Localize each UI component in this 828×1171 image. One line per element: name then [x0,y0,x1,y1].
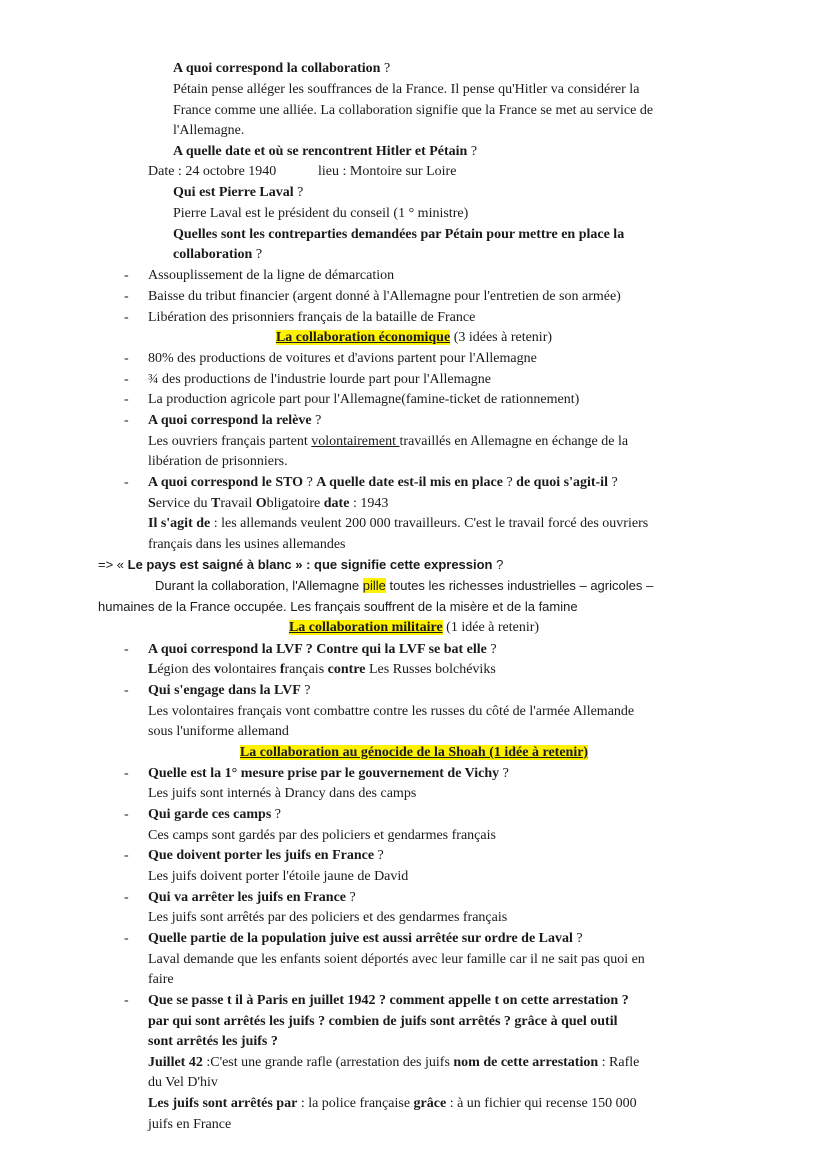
answer-releve: Les ouvriers français partent volontairement travaillés en Allemagne en échange de la [148,434,629,449]
answer-line: Les volontaires français vont combattre contre les russes du côté de l'armée Allemande [148,704,635,719]
question-contreparties: Quelles sont les contreparties demandées par Pétain pour mettre en place la [173,227,625,242]
answer-laval: Pierre Laval est le président du conseil (1 ° ministre) [173,206,469,221]
bullet: - [124,372,129,387]
bullet: - [124,268,129,283]
question-lvf: A quoi correspond la LVF ? Contre qui la LVF se bat elle ? [148,642,497,657]
answer-rafle-par: Les juifs sont arrêtés par : la police française grâce : à un fichier qui recense 150 000 [148,1096,637,1111]
bullet: - [124,289,129,304]
question-camps: Qui garde ces camps ? [148,807,281,822]
bullet: - [124,807,129,822]
section-collaboration-economique: La collaboration économique (3 idées à retenir) [275,330,553,345]
answer-arrestation: Les juifs sont arrêtés par des policiers et des gendarmes français [148,910,508,925]
bullet: - [124,351,129,366]
question-rafle: Que se passe t il à Paris en juillet 1942 ? comment appelle t on cette arrestation ? [148,993,629,1008]
bullet: - [124,931,129,946]
answer-date: Date : 24 octobre 1940 [148,164,277,179]
bullet: - [124,310,129,325]
answer-releve-end: libération de prisonniers. [148,454,288,469]
bullet: - [124,413,129,428]
answer-rafle-end: juifs en France [148,1117,232,1132]
answer-line: Pétain pense alléger les souffrances de la France. Il pense qu'Hitler va considérer la [173,82,640,97]
question-vichy-mesure: Quelle est la 1° mesure prise par le gouvernement de Vichy ? [148,766,509,781]
question-laval-ordre: Quelle partie de la population juive est aussi arrêtée sur ordre de Laval ? [148,931,583,946]
question-saigne-a-blanc: => « Le pays est saigné à blanc » : que signifie cette expression ? [98,557,504,572]
answer-rafle-name: du Vel D'hiv [148,1075,218,1090]
question-date-lieu: A quelle date et où se rencontrent Hitler et Pétain ? [173,144,478,159]
answer-line: France comme une alliée. La collaboration signifie que la France se met au service de [173,103,654,118]
answer-lvf: Légion des volontaires français contre Les Russes bolchéviks [148,662,496,677]
bullet: - [124,392,129,407]
bullet: - [124,848,129,863]
question-rafle: sont arrêtés les juifs ? [148,1034,278,1049]
answer-line: faire [148,972,174,987]
list-item: Libération des prisonniers français de la bataille de France [148,310,476,325]
answer-sto-agit: Il s'agit de : les allemands veulent 200 000 travailleurs. C'est le travail forcé des ouvriers [148,516,649,531]
list-item: 80% des productions de voitures et d'avions partent pour l'Allemagne [148,351,537,366]
answer-saigne-a-blanc: Durant la collaboration, l'Allemagne pille toutes les richesses industrielles – agricoles – [155,578,654,593]
answer-lieu: lieu : Montoire sur Loire [318,164,457,179]
bullet: - [124,993,129,1008]
list-item: Assouplissement de la ligne de démarcation [148,268,395,283]
question-engage-lvf: Qui s'engage dans la LVF ? [148,683,311,698]
question-rafle: par qui sont arrêtés les juifs ? combien de juifs sont arrêtés ? grâce à quel outil [148,1014,618,1029]
question-collaboration: A quoi correspond la collaboration ? [173,61,391,76]
answer-drancy: Les juifs sont internés à Drancy dans des camps [148,786,417,801]
answer-sto: Service du Travail Obligatoire date : 1943 [148,496,389,511]
answer-line: sous l'uniforme allemand [148,724,289,739]
question-laval: Qui est Pierre Laval ? [173,185,304,200]
section-collaboration-shoah: La collaboration au génocide de la Shoah (1 idée à retenir) [239,745,589,760]
bullet: - [124,890,129,905]
list-item: La production agricole part pour l'Allemagne(famine-ticket de rationnement) [148,392,580,407]
bullet: - [124,475,129,490]
list-item: Baisse du tribut financier (argent donné à l'Allemagne pour l'entretien de son armée) [148,289,621,304]
bullet: - [124,642,129,657]
answer-etoile: Les juifs doivent porter l'étoile jaune de David [148,869,409,884]
question-etoile: Que doivent porter les juifs en France ? [148,848,384,863]
answer-rafle: Juillet 42 :C'est une grande rafle (arrestation des juifs nom de cette arrestation : Rafle [148,1055,640,1070]
question-contreparties-end: collaboration ? [173,247,263,262]
bullet: - [124,766,129,781]
answer-line: l'Allemagne. [173,123,245,138]
section-collaboration-militaire: La collaboration militaire (1 idée à retenir) [288,620,540,635]
question-sto: A quoi correspond le STO ? A quelle date est-il mis en place ? de quoi s'agit-il ? [148,475,618,490]
answer-line: Laval demande que les enfants soient déportés avec leur famille car il ne sait pas quoi en [148,952,645,967]
bullet: - [124,683,129,698]
answer-sto-agit-end: français dans les usines allemandes [148,537,346,552]
answer-camps: Ces camps sont gardés par des policiers et gendarmes français [148,828,496,843]
answer-saigne-a-blanc-end: humaines de la France occupée. Les français souffrent de la misère et de la famine [98,599,578,614]
question-releve: A quoi correspond la relève ? [148,413,322,428]
list-item: ¾ des productions de l'industrie lourde part pour l'Allemagne [148,372,491,387]
question-arrestation: Qui va arrêter les juifs en France ? [148,890,356,905]
